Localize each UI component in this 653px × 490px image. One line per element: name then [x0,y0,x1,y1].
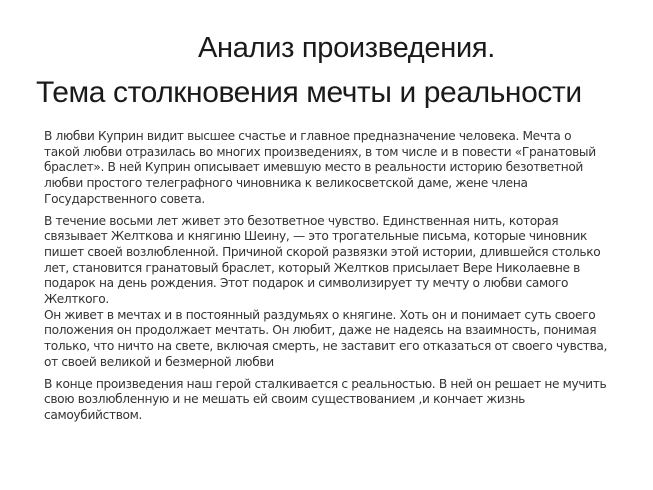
slide-body [44,129,609,430]
slide-title-line-2: Тема столкновения мечты и реальности [36,76,582,109]
paragraph-3: Он живет в мечтах и в постоянный раздумьях о княгине. Хоть он и понимает суть своего положения он продолжает мечтать. Он любит, даже не надеясь на взаимность, понимая только, что ничто на свете, включая смерть, не заставит его отказаться от своего чувства, от своей великой и безмерной любви [44,307,608,369]
paragraph-4: В конце произведения наш герой сталкивается с реальностью. В ней он решает не мучить свою возлюбленную и не мешать ей своим существованием ,и кончает жизнь самоубийством. [44,376,607,422]
paragraph-2: В течение восьми лет живет это безответное чувство. Единственная нить, которая связывает Желткова и княгиню Шеину, — это трогательные письма, которые чиновник пишет своей возлюбленной. Причиной скорой развязки этой истории, длившейся столько лет, становится гранатовый браслет, который Желтков присылает Вере Николаевне в подарок на день рождения. Этот подарок и символизирует ту мечту о любви самого Желткого. [44,213,601,307]
slide-title-line-1: Анализ произведения. [197,32,495,64]
paragraph-1: В любви Куприн видит высшее счастье и главное предназначение человека. Мечта о такой любви отразилась во многих произведениях, в том числе и в повести «Гранатовый браслет». В ней Куприн описывает имевшую место в реальности историю безответной любви простого телеграфного чиновника к великосветской даме, жене члена Государственного совета. [44,129,596,206]
